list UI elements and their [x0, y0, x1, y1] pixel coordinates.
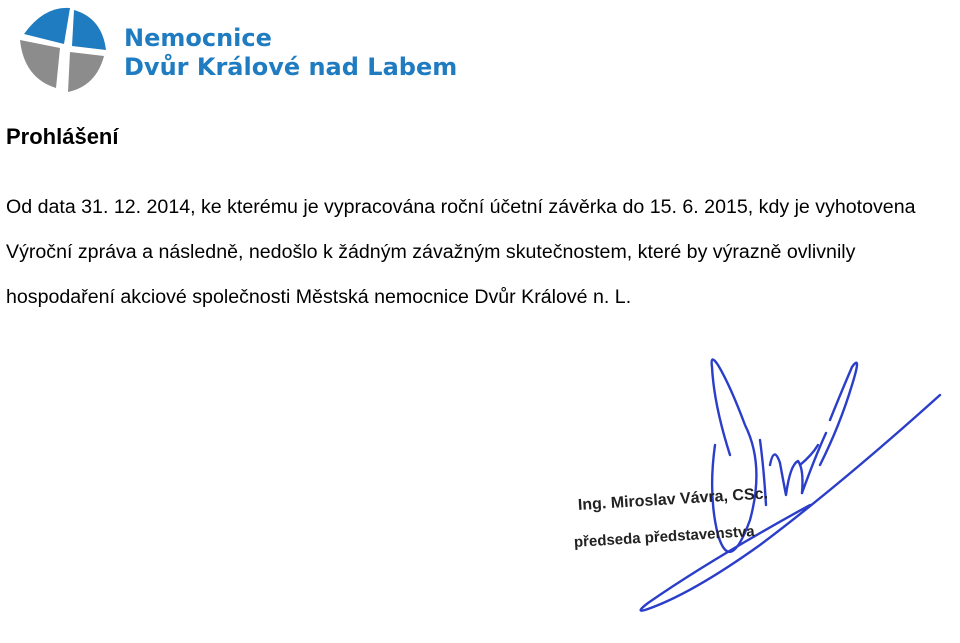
hospital-logo-icon — [14, 4, 114, 96]
logo-line-1: Nemocnice — [124, 24, 272, 52]
signatory-name: Ing. Miroslav Vávra, CSc. — [577, 485, 769, 514]
hospital-name — [124, 24, 457, 82]
document-title: Prohlášení — [6, 124, 119, 149]
declaration-paragraph: Od data 31. 12. 2014, ke kterému je vypracována roční účetní závěrka do 15. 6. 2015, kdy je vyhotovena Výroční zpráva a následně, nedošlo k žádným závažným skutečnostem, které by výrazně ovlivnily hospodaření akciové společnosti Městská nemocnice Dvůr Králové n. L. — [6, 196, 916, 308]
hospital-header — [14, 4, 457, 96]
signatory-role: předseda představenstva — [573, 522, 756, 551]
logo-line-2: Dvůr Králové nad Labem — [124, 53, 458, 81]
